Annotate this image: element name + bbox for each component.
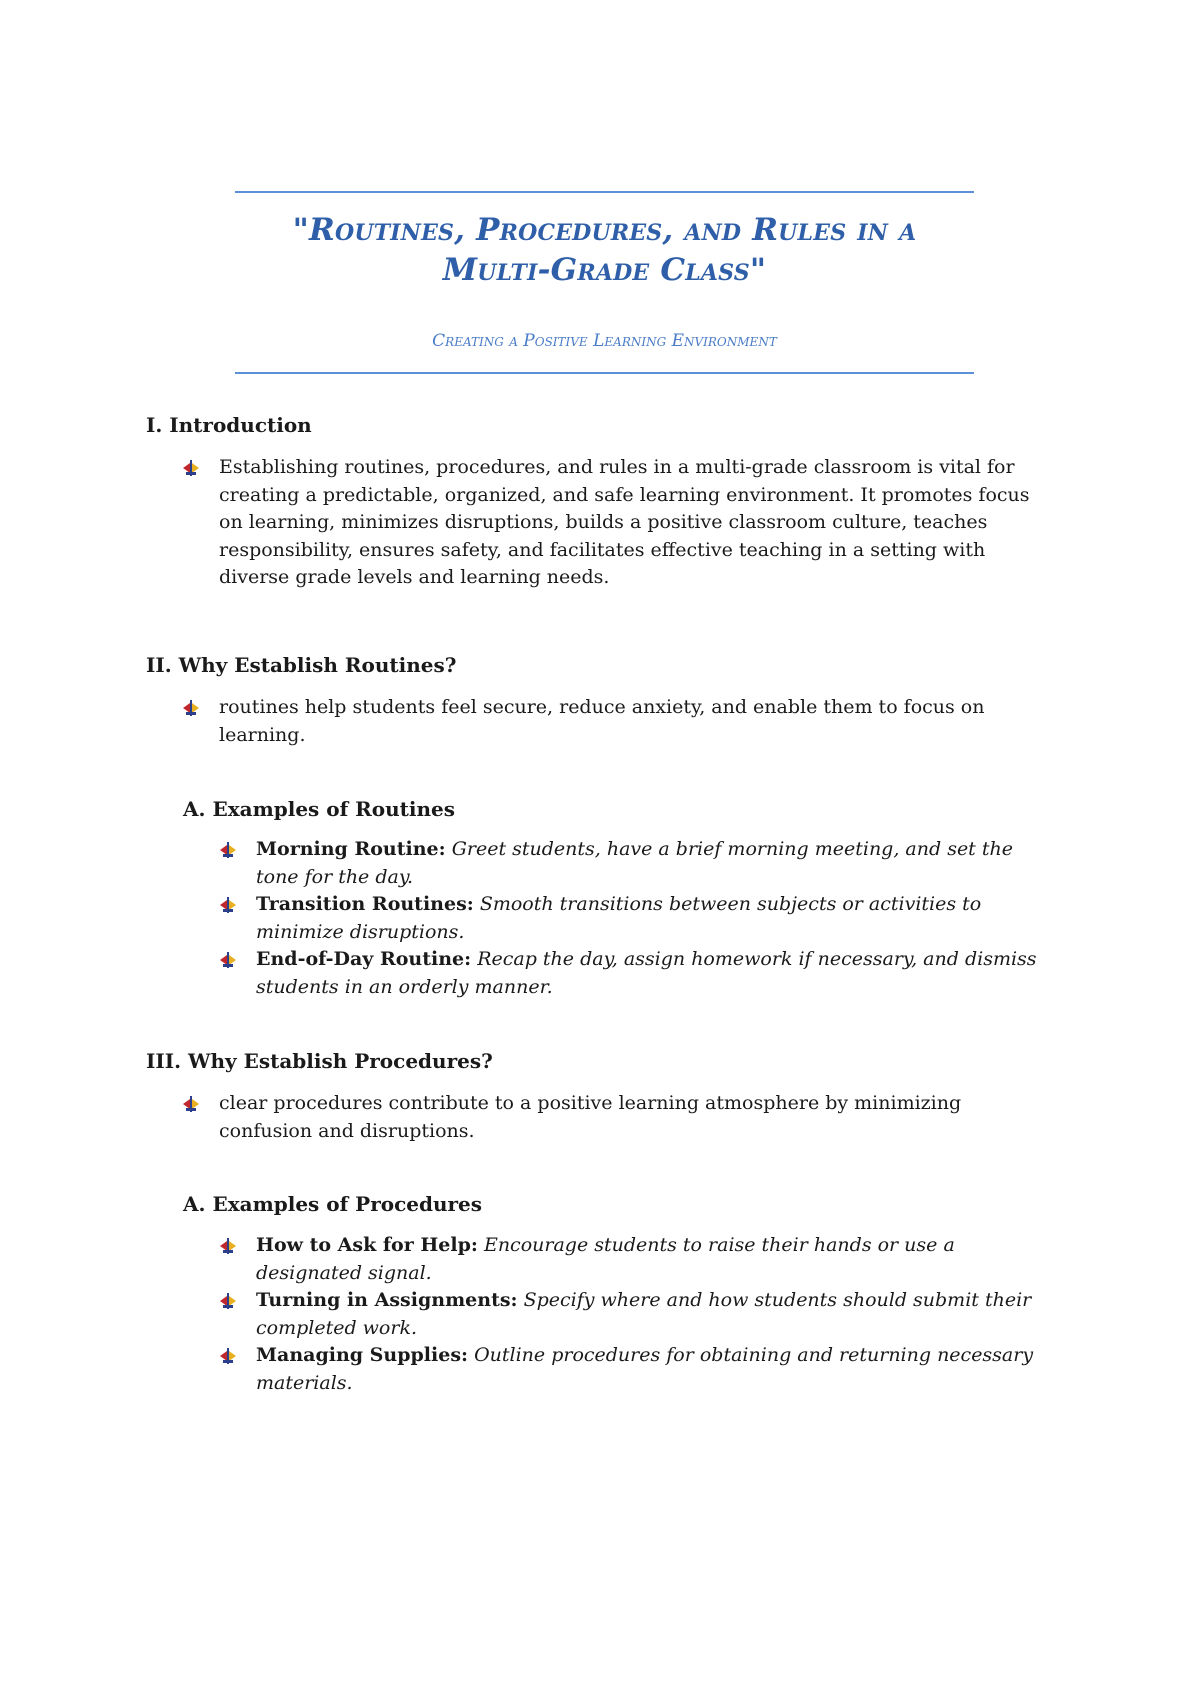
bullet-text <box>256 891 1053 946</box>
list-item <box>183 454 1053 592</box>
arrow-bullet-icon <box>220 952 236 968</box>
subsection-heading-procedure-examples: A. Examples of Procedures <box>183 1192 483 1216</box>
document-title: "Routines, Procedures, and Rules in a Multi-Grade Class" <box>292 212 917 288</box>
arrow-bullet-icon <box>220 842 236 858</box>
arrow-bullet-icon <box>220 1238 236 1254</box>
arrow-bullet-icon <box>220 897 236 913</box>
bullet-description: Encourage students to raise their hands or use a designated signal. <box>256 1234 955 1284</box>
arrow-bullet-icon <box>183 460 199 476</box>
bullet-text: Establishing routines, procedures, and rules in a multi-grade classroom is vital for creating a predictable, organized, and safe learning environment. It promotes focus on learning, minimizes disruptions, builds a positive classroom culture, teaches responsibility, ensures safety, and facilitates effective teaching in a setting with diverse grade levels and learning needs. <box>219 456 1030 588</box>
list-item <box>220 836 1053 891</box>
list-item <box>220 891 1053 946</box>
bullet-term: Transition Routines: <box>256 893 474 915</box>
bullet-term: Turning in Assignments: <box>256 1289 518 1311</box>
header-rule-top <box>235 191 974 193</box>
section-heading-procedures: III. Why Establish Procedures? <box>146 1049 493 1073</box>
bullet-text <box>256 1232 1053 1287</box>
list-item <box>183 694 1053 749</box>
header-rule-bottom <box>235 372 974 374</box>
arrow-bullet-icon <box>220 1348 236 1364</box>
bullet-description: Outline procedures for obtaining and returning necessary materials. <box>256 1344 1034 1394</box>
bullet-term: Morning Routine: <box>256 838 446 860</box>
list-item <box>183 1090 1053 1145</box>
document-subtitle: Creating a Positive Learning Environment <box>432 331 777 351</box>
bullet-text <box>256 1342 1053 1397</box>
bullet-text: clear procedures contribute to a positive learning atmosphere by minimizing confusion and disruptions. <box>219 1092 962 1142</box>
list-item <box>220 1342 1053 1397</box>
arrow-bullet-icon <box>183 1096 199 1112</box>
arrow-bullet-icon <box>183 700 199 716</box>
bullet-text <box>256 946 1053 1001</box>
bullet-term: Managing Supplies: <box>256 1344 469 1366</box>
bullet-description: Specify where and how students should submit their completed work. <box>256 1289 1032 1339</box>
list-item <box>220 946 1053 1001</box>
section-heading-routines: II. Why Establish Routines? <box>146 653 457 677</box>
list-item <box>220 1232 1053 1287</box>
section-heading-introduction: I. Introduction <box>146 413 312 437</box>
bullet-description: Smooth transitions between subjects or activities to minimize disruptions. <box>256 893 982 943</box>
bullet-text: routines help students feel secure, reduce anxiety, and enable them to focus on learning. <box>219 696 985 746</box>
bullet-description: Greet students, have a brief morning meeting, and set the tone for the day. <box>256 838 1013 888</box>
bullet-description: Recap the day, assign homework if necessary, and dismiss students in an orderly manner. <box>256 948 1037 998</box>
list-item <box>220 1287 1053 1342</box>
bullet-text <box>256 1287 1053 1342</box>
bullet-term: How to Ask for Help: <box>256 1234 478 1256</box>
bullet-text <box>256 836 1053 891</box>
arrow-bullet-icon <box>220 1293 236 1309</box>
subsection-heading-routine-examples: A. Examples of Routines <box>183 797 456 821</box>
bullet-term: End-of-Day Routine: <box>256 948 472 970</box>
